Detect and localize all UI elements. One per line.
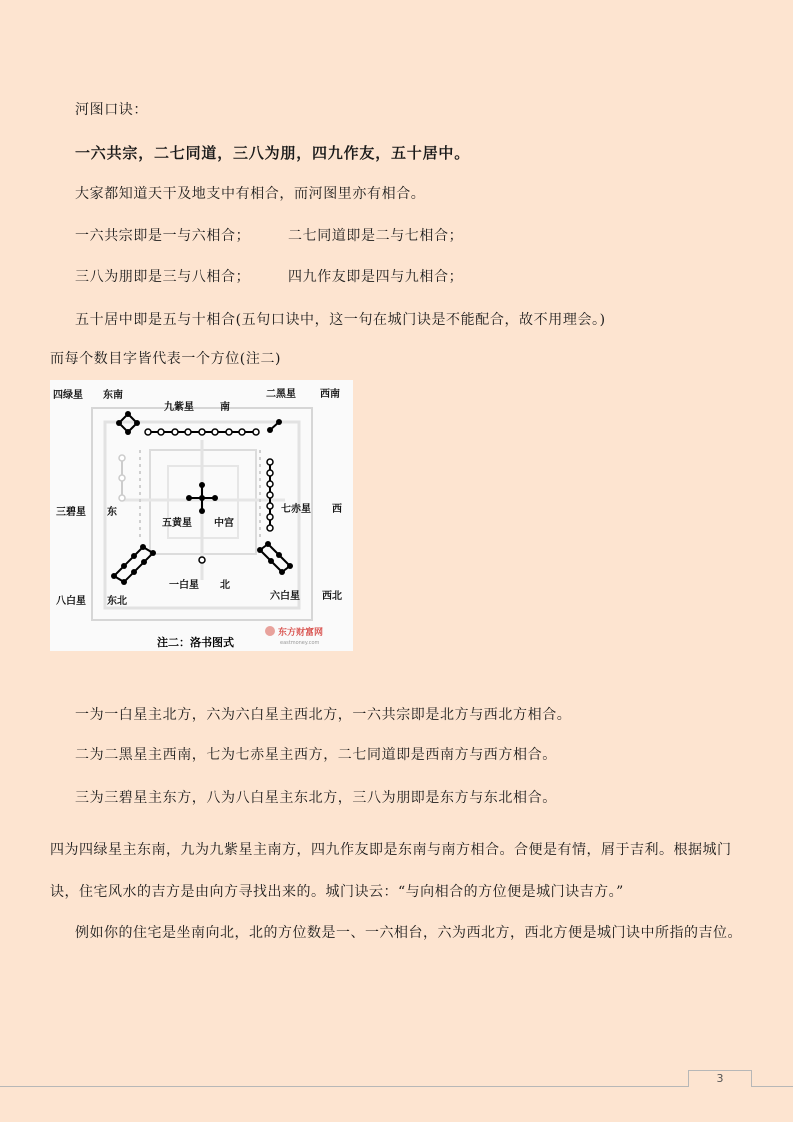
paragraph-2-7-directions: 二为二黑星主西南，七为七赤星主西方，二七同道即是西南方与西方相合。 [75, 747, 557, 763]
watermark-sub: eastmoney.com [280, 640, 320, 646]
paragraph-5-10: 五十居中即是五与十相合(五句口诀中，这一句在城门诀是不能配合，故不用理会。) [75, 312, 606, 328]
paragraph-3-8-directions: 三为三碧星主东方，八为八白星主东北方，三八为朋即是东方与东北相合。 [75, 790, 557, 806]
one-dot-north [199, 557, 205, 563]
footer-line [0, 1086, 793, 1087]
label-c-dir: 中宫 [214, 518, 234, 529]
label-n-star: 一白星 [169, 580, 199, 591]
paragraph-4-9-directions: 四为四绿星主东南，九为九紫星主南方，四九作友即是东南与南方相合。合便是有情，屑于吉利。根据城门诀，住宅风水的吉方是由向方寻找出来的。城门诀云：“与向相合的方位便是城门诀吉方。” [50, 842, 732, 900]
label-s-star: 九紫星 [164, 402, 194, 413]
label-e-star: 三碧星 [56, 507, 86, 518]
luoshu-svg [50, 380, 353, 651]
nine-dots-south [145, 429, 259, 435]
label-s-dir: 南 [220, 402, 230, 413]
paragraph-1-6-directions: 一为一白星主北方，六为六白星主西北方，一六共宗即是北方与西北方相合。 [75, 707, 572, 723]
label-nw-star: 六白星 [270, 591, 300, 602]
paragraph-2-7: 二七同道即是二与七相合； [288, 228, 464, 244]
paragraph-directions: 而每个数目字皆代表一个方位(注二) [50, 351, 282, 367]
label-sw-dir: 西南 [320, 389, 340, 400]
label-n-dir: 北 [220, 580, 230, 591]
page-number: 3 [688, 1070, 752, 1087]
label-nw-dir: 西北 [322, 591, 342, 602]
label-ne-dir: 东北 [107, 596, 127, 607]
label-w-dir: 西 [332, 504, 342, 515]
figure-caption: 注二：洛书图式 [157, 636, 234, 649]
label-se-star: 四绿星 [53, 390, 83, 401]
paragraph-4-9: 四九作友即是四与九相合； [288, 269, 464, 285]
luoshu-diagram [50, 380, 353, 651]
label-sw-star: 二黑星 [266, 389, 296, 400]
label-c-star: 五黄星 [162, 518, 192, 529]
watermark: 东方财富网 [278, 628, 324, 638]
label-ne-star: 八白星 [56, 596, 86, 607]
watermark-logo-icon [265, 626, 275, 636]
label-e-dir: 东 [107, 507, 117, 518]
heading-hetu-koujue: 河图口诀： [75, 102, 148, 118]
label-w-star: 七赤星 [281, 504, 311, 515]
paragraph-intro: 大家都知道天干及地支中有相合，而河图里亦有相合。 [75, 186, 426, 202]
hetu-rhyme: 一六共宗，二七同道，三八为朋，四九作友，五十居中。 [75, 144, 471, 162]
paragraph-example: 例如你的住宅是坐南向北，北的方位数是一、一六相台，六为西北方，西北方便是城门诀中所指的吉位。 [75, 925, 742, 941]
paragraph-3-8: 三八为朋即是三与八相合； [75, 269, 251, 285]
label-se-dir: 东南 [103, 390, 123, 401]
paragraph-1-6: 一六共宗即是一与六相合； [75, 228, 251, 244]
